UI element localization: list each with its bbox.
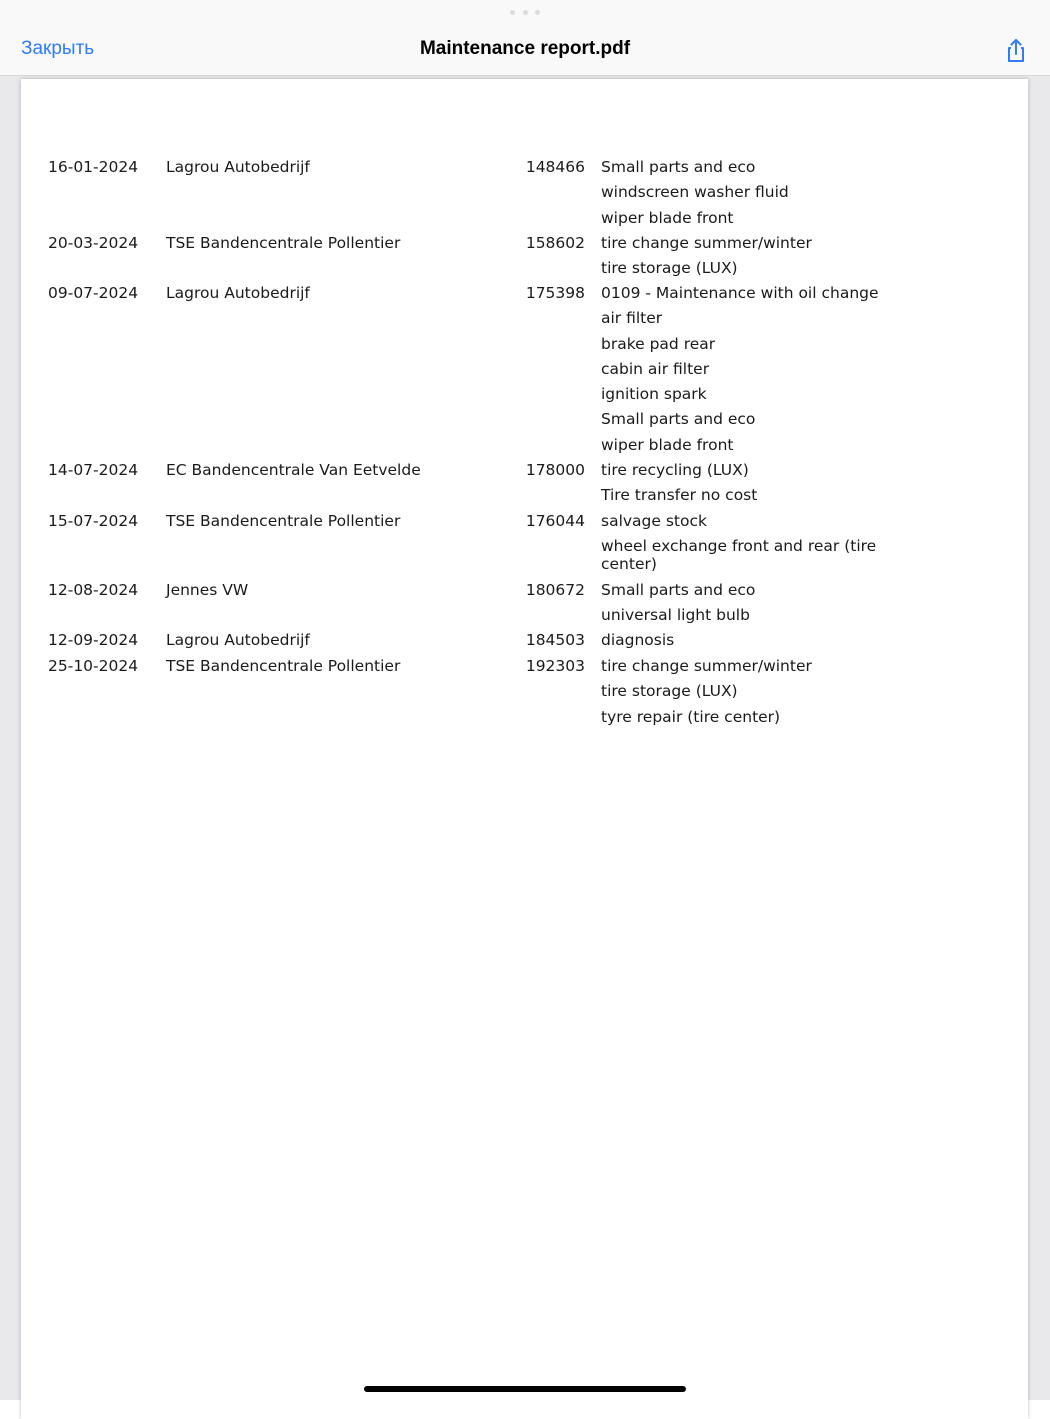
nav-bar	[0, 0, 1050, 76]
service-item: Small parts and eco	[601, 581, 756, 599]
service-item: brake pad rear	[601, 334, 716, 353]
share-button[interactable]	[1003, 37, 1029, 63]
service-item: 0109 - Maintenance with oil change	[601, 284, 879, 302]
service-item: ignition spark	[601, 385, 707, 404]
row-items	[601, 461, 901, 512]
row-km: 180672	[525, 581, 585, 599]
row-items	[601, 581, 901, 632]
service-item: tire change summer/winter	[601, 234, 812, 252]
row-items	[601, 512, 901, 581]
row-date: 25-10-2024	[48, 657, 139, 675]
service-item: tyre repair (tire center)	[601, 707, 781, 726]
row-km: 176044	[525, 512, 585, 530]
row-date: 12-08-2024	[48, 581, 139, 599]
service-item: windscreen washer fluid	[601, 183, 789, 202]
row-items	[601, 284, 901, 461]
pdf-viewer[interactable]	[0, 76, 1050, 1400]
document-title: Maintenance report.pdf	[419, 38, 631, 59]
row-km: 192303	[525, 657, 585, 675]
row-km: 184503	[525, 631, 585, 649]
row-garage: Lagrou Autobedrijf	[166, 158, 310, 176]
row-garage: TSE Bandencentrale Pollentier	[166, 657, 401, 675]
service-item: wiper blade front	[601, 435, 734, 454]
row-date: 20-03-2024	[48, 234, 139, 252]
sheet-grabber[interactable]	[510, 9, 540, 15]
service-item: tire recycling (LUX)	[601, 461, 749, 479]
row-garage: TSE Bandencentrale Pollentier	[166, 512, 401, 530]
row-garage: EC Bandencentrale Van Eetvelde	[166, 461, 421, 479]
row-km: 148466	[525, 158, 585, 176]
service-item: universal light bulb	[601, 606, 750, 625]
service-item: tire storage (LUX)	[601, 259, 738, 278]
service-item: wheel exchange front and rear (tire center)	[601, 537, 877, 574]
row-km: 178000	[525, 461, 585, 479]
row-date: 14-07-2024	[48, 461, 139, 479]
row-date: 12-09-2024	[48, 631, 139, 649]
row-date: 09-07-2024	[48, 284, 139, 302]
row-items	[601, 631, 901, 656]
row-garage: Jennes VW	[166, 581, 249, 599]
service-item: tire change summer/winter	[601, 657, 812, 675]
service-item: salvage stock	[601, 512, 707, 530]
row-items	[601, 158, 901, 234]
share-icon	[1003, 37, 1029, 63]
home-indicator[interactable]	[364, 1386, 686, 1392]
row-date: 16-01-2024	[48, 158, 139, 176]
row-items	[601, 657, 901, 733]
service-item: cabin air filter	[601, 359, 710, 378]
row-date: 15-07-2024	[48, 512, 139, 530]
service-item: Small parts and eco	[601, 410, 756, 429]
service-item: air filter	[601, 309, 663, 328]
service-item: wiper blade front	[601, 208, 734, 227]
row-garage: Lagrou Autobedrijf	[166, 631, 310, 649]
close-button[interactable]: Закрыть	[21, 38, 95, 59]
row-km: 158602	[525, 234, 585, 252]
row-garage: Lagrou Autobedrijf	[166, 284, 310, 302]
service-item: diagnosis	[601, 631, 675, 649]
service-item: Tire transfer no cost	[601, 486, 758, 505]
row-km: 175398	[525, 284, 585, 302]
service-item: tire storage (LUX)	[601, 682, 738, 701]
row-garage: TSE Bandencentrale Pollentier	[166, 234, 401, 252]
service-item: Small parts and eco	[601, 158, 756, 176]
row-items	[601, 234, 901, 285]
pdf-page	[21, 79, 1028, 1419]
